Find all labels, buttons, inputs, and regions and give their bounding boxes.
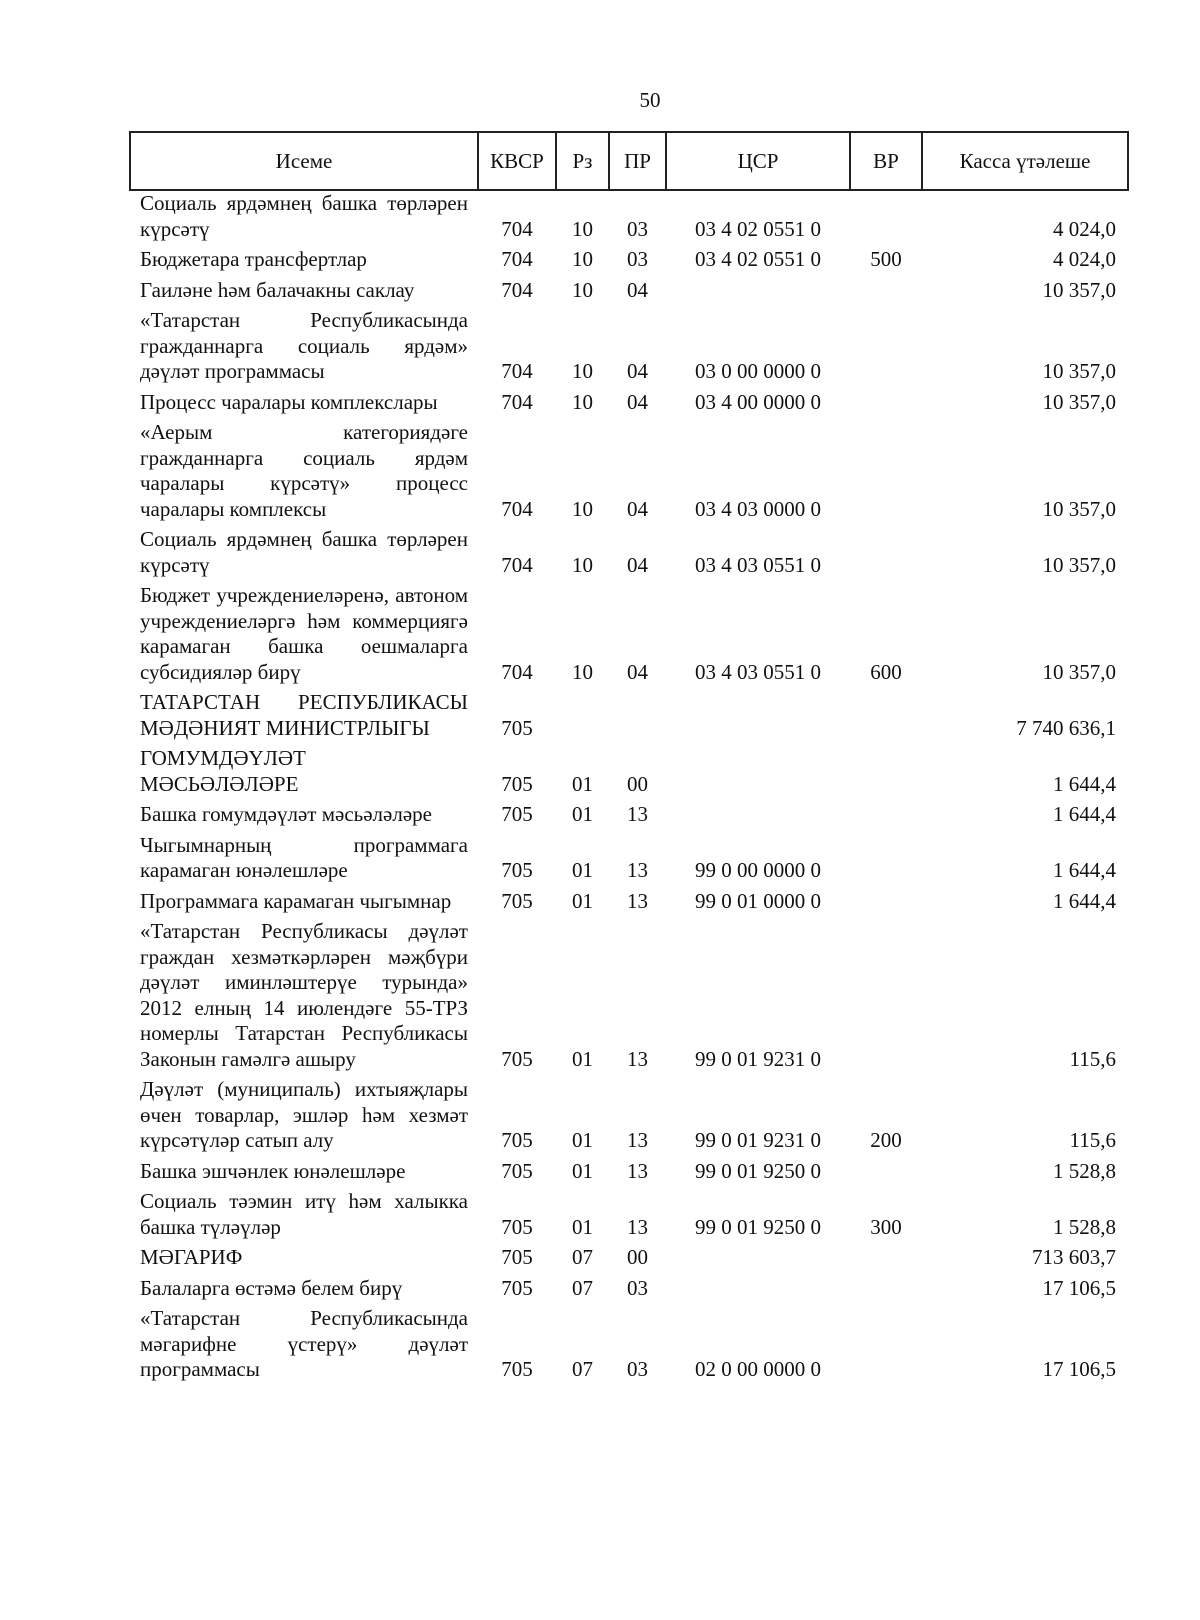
row-kvsr: 704: [501, 552, 533, 577]
row-csr: [666, 685, 850, 741]
row-pr: 13: [627, 1128, 648, 1152]
row-amount: 17 106,5: [1042, 1357, 1116, 1381]
row-vr: [850, 1301, 922, 1383]
row-kvsr: 705: [501, 858, 533, 882]
row-csr: 99 0 01 0000 0: [695, 888, 821, 913]
row-pr: 04: [627, 277, 648, 302]
table-row: [130, 828, 1128, 884]
row-rz: 01: [572, 1128, 593, 1152]
header-vr: ВР: [850, 132, 922, 190]
row-amount: 10 357,0: [1042, 659, 1116, 684]
row-pr: 03: [627, 1275, 648, 1300]
row-amount: 1 528,8: [1053, 1214, 1116, 1239]
row-name: «Татарстан Республикасында мәгарифне үстерү» дәүләт программасы: [140, 1306, 468, 1381]
row-vr: [850, 190, 922, 242]
row-kvsr: 705: [501, 1275, 533, 1300]
table-body: [130, 190, 1128, 1383]
row-amount: 115,6: [1069, 1128, 1116, 1152]
row-rz: 01: [572, 1214, 593, 1239]
row-pr: 00: [627, 1245, 648, 1269]
row-vr: [850, 415, 922, 522]
row-csr: 03 0 00 0000 0: [695, 359, 821, 383]
row-pr: 04: [627, 659, 648, 684]
row-csr: 99 0 01 9250 0: [695, 1214, 821, 1239]
row-vr: [850, 797, 922, 828]
row-vr: [850, 1240, 922, 1271]
table-row: [130, 190, 1128, 242]
header-name: Исеме: [130, 132, 478, 190]
row-amount: 1 644,4: [1053, 888, 1116, 913]
table-row: [130, 685, 1128, 741]
row-rz: 10: [572, 659, 593, 684]
row-rz: 07: [572, 1275, 593, 1300]
row-rz: 07: [572, 1245, 593, 1269]
row-vr: 200: [870, 1128, 902, 1152]
row-kvsr: 704: [501, 659, 533, 684]
row-rz: 01: [572, 771, 593, 796]
row-csr: 03 4 00 0000 0: [695, 389, 821, 414]
row-amount: 10 357,0: [1042, 359, 1116, 383]
row-pr: 04: [627, 359, 648, 383]
row-name: «Татарстан Республикасында гражданнарга социаль ярдәм» дәүләт программасы: [140, 308, 468, 383]
row-amount: 1 644,4: [1053, 858, 1116, 882]
row-kvsr: 705: [501, 1046, 533, 1071]
row-rz: 10: [572, 496, 593, 521]
row-name: ТАТАРСТАН РЕСПУБЛИКАСЫ МӘДӘНИЯТ МИНИСТРЛЫГЫ: [140, 690, 468, 740]
row-name: Программага карамаган чыгымнар: [140, 888, 452, 913]
row-name: Башка гомумдәүләт мәсьәләләре: [140, 802, 432, 826]
row-vr: [850, 741, 922, 797]
row-csr: 03 4 03 0000 0: [695, 496, 821, 521]
header-csr: ЦСР: [666, 132, 850, 190]
row-pr: 13: [627, 802, 648, 826]
row-name: Бюджет учреждениеләренә, автоном учреждениеләргә һәм коммерциягә карамаган башка оешмаларга субсидияләр бирү: [140, 583, 468, 684]
row-rz: 10: [572, 247, 593, 271]
row-rz: 01: [572, 802, 593, 826]
table-row: [130, 1072, 1128, 1154]
row-vr: [850, 884, 922, 915]
row-pr: [609, 685, 666, 741]
row-rz: 10: [572, 389, 593, 414]
row-name: Гаиләне һәм балачакны саклау: [140, 277, 415, 302]
row-csr: [666, 797, 850, 828]
row-pr: 03: [627, 1357, 648, 1381]
row-amount: 17 106,5: [1042, 1275, 1116, 1300]
row-rz: 10: [572, 216, 593, 241]
budget-table: [129, 131, 1129, 1383]
row-vr: [850, 685, 922, 741]
table-row: [130, 1301, 1128, 1383]
row-name: Дәүләт (муниципаль) ихтыяҗлары өчен товарлар, эшләр һәм хезмәт күрсәтүләр сатып алу: [140, 1077, 468, 1152]
row-name: Башка эшчәнлек юнәлешләре: [140, 1158, 406, 1183]
row-name: Балаларга өстәмә белем бирү: [140, 1275, 403, 1300]
page-number: 50: [639, 88, 661, 112]
row-kvsr: 705: [501, 1214, 533, 1239]
table-row: [130, 797, 1128, 828]
row-pr: 13: [627, 1158, 648, 1183]
row-csr: 99 0 00 0000 0: [695, 858, 821, 882]
row-rz: 10: [572, 277, 593, 302]
table-row: [130, 415, 1128, 522]
row-pr: 03: [627, 247, 648, 271]
row-name: Бюджетара трансфертлар: [140, 247, 367, 271]
row-csr: [666, 1271, 850, 1302]
row-csr: [666, 273, 850, 304]
table-row: [130, 303, 1128, 385]
row-amount: 10 357,0: [1042, 277, 1116, 302]
row-amount: 1 644,4: [1053, 802, 1116, 826]
row-kvsr: 705: [501, 802, 533, 826]
row-amount: 1 528,8: [1053, 1158, 1116, 1183]
row-pr: 04: [627, 552, 648, 577]
table-row: [130, 1154, 1128, 1185]
row-vr: 300: [870, 1214, 902, 1239]
row-pr: 04: [627, 496, 648, 521]
row-kvsr: 705: [501, 1158, 533, 1183]
row-name: Социаль тәэмин итү һәм халыкка башка түләүләр: [140, 1189, 468, 1239]
row-kvsr: 704: [501, 247, 533, 271]
table-row: [130, 385, 1128, 416]
table-row: [130, 273, 1128, 304]
row-amount: 713 603,7: [1032, 1245, 1116, 1269]
header-rz: Рз: [556, 132, 609, 190]
row-amount: 115,6: [1069, 1046, 1116, 1071]
row-vr: [850, 385, 922, 416]
row-name: «Татарстан Республикасы дәүләт граждан хезмәткәрләрен мәҗбүри дәүләт иминләштерүе турында» 2012 елның 14 июлендәге 55-ТРЗ номерлы Татарстан Республикасы Законын гамәлгә ашыру: [140, 919, 468, 1071]
table-row: [130, 578, 1128, 685]
row-pr: 03: [627, 216, 648, 241]
row-csr: [666, 1240, 850, 1271]
row-kvsr: 704: [501, 389, 533, 414]
row-name: Социаль ярдәмнең башка төрләрен күрсәтү: [140, 191, 468, 241]
row-kvsr: 704: [501, 359, 533, 383]
row-csr: 99 0 01 9250 0: [695, 1158, 821, 1183]
row-kvsr: 705: [501, 1128, 533, 1152]
row-rz: 10: [572, 359, 593, 383]
row-vr: [850, 303, 922, 385]
table-row: [130, 522, 1128, 578]
row-amount: 4 024,0: [1053, 247, 1116, 271]
header-pr: ПР: [609, 132, 666, 190]
row-vr: [850, 1271, 922, 1302]
row-vr: [850, 522, 922, 578]
row-rz: 10: [572, 552, 593, 577]
table-row: [130, 242, 1128, 273]
row-name: ГОМУМДӘҮЛӘТ МӘСЬӘЛӘЛӘРЕ: [140, 746, 306, 796]
row-kvsr: 705: [501, 888, 533, 913]
table-row: [130, 884, 1128, 915]
table-header-row: [130, 132, 1128, 190]
row-kvsr: 705: [501, 1357, 533, 1381]
header-kvsr: КВСР: [478, 132, 556, 190]
row-pr: 13: [627, 1046, 648, 1071]
row-vr: [850, 914, 922, 1072]
table-row: [130, 1184, 1128, 1240]
row-rz: [556, 685, 609, 741]
row-kvsr: 704: [501, 216, 533, 241]
table-row: [130, 914, 1128, 1072]
row-pr: 13: [627, 888, 648, 913]
row-amount: 10 357,0: [1042, 496, 1116, 521]
row-csr: 99 0 01 9231 0: [695, 1046, 821, 1071]
row-amount: 1 644,4: [1053, 771, 1116, 796]
row-csr: 03 4 03 0551 0: [695, 659, 821, 684]
row-csr: [666, 741, 850, 797]
row-name: МӘГАРИФ: [140, 1245, 243, 1269]
row-vr: [850, 1154, 922, 1185]
row-csr: 02 0 00 0000 0: [695, 1357, 821, 1381]
row-vr: [850, 828, 922, 884]
row-rz: 01: [572, 1046, 593, 1071]
row-kvsr: 705: [501, 1245, 533, 1269]
row-csr: 03 4 03 0551 0: [695, 552, 821, 577]
row-name: Чыгымнарның программага карамаган юнәлешләре: [140, 832, 468, 882]
row-vr: [850, 273, 922, 304]
table-row: [130, 1240, 1128, 1271]
row-csr: 03 4 02 0551 0: [695, 216, 821, 241]
row-rz: 07: [572, 1357, 593, 1381]
row-amount: 4 024,0: [1053, 216, 1116, 241]
row-amount: 10 357,0: [1042, 552, 1116, 577]
row-kvsr: 704: [501, 496, 533, 521]
row-name: Социаль ярдәмнең башка төрләрен күрсәтү: [140, 527, 468, 577]
row-kvsr: 705: [501, 715, 533, 740]
row-csr: 99 0 01 9231 0: [695, 1128, 821, 1152]
row-vr: 500: [870, 247, 902, 271]
row-kvsr: 705: [501, 771, 533, 796]
row-vr: 600: [870, 659, 902, 684]
row-pr: 00: [627, 771, 648, 796]
row-pr: 04: [627, 389, 648, 414]
row-name: Процесс чаралары комплекслары: [140, 389, 438, 414]
row-amount: 7 740 636,1: [1016, 715, 1116, 740]
row-amount: 10 357,0: [1042, 389, 1116, 414]
row-pr: 13: [627, 858, 648, 882]
row-csr: 03 4 02 0551 0: [695, 247, 821, 271]
header-amount: Касса үтәлеше: [922, 132, 1128, 190]
row-rz: 01: [572, 858, 593, 882]
row-name: «Аерым категориядәге гражданнарга социаль ярдәм чаралары күрсәтү» процесс чаралары комплексы: [140, 420, 468, 521]
row-pr: 13: [627, 1214, 648, 1239]
row-rz: 01: [572, 1158, 593, 1183]
table-row: [130, 741, 1128, 797]
table-row: [130, 1271, 1128, 1302]
row-rz: 01: [572, 888, 593, 913]
row-kvsr: 704: [501, 277, 533, 302]
